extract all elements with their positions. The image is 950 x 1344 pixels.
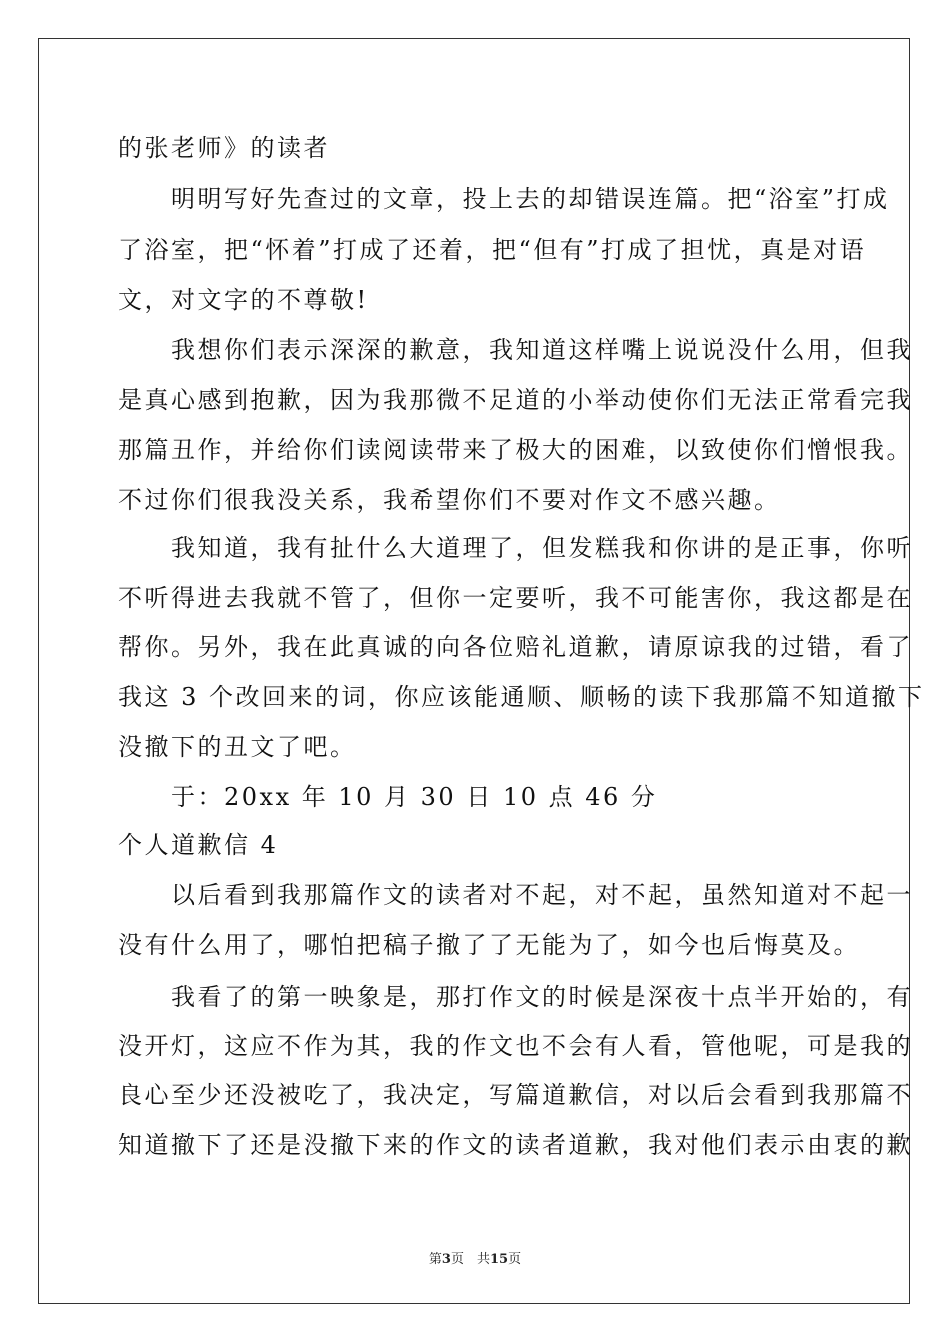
text-line: 不听得进去我就不管了，但你一定要听，我不可能害你，我这都是在 — [118, 584, 913, 612]
text-line: 帮你。另外，我在此真诚的向各位赔礼道歉，请原谅我的过错，看了 — [118, 633, 913, 661]
text-line: 我知道，我有扯什么大道理了，但发糕我和你讲的是正事，你听 — [118, 534, 913, 562]
text-line: 于：20xx 年 10 月 30 日 10 点 46 分 — [118, 783, 658, 811]
page-border — [38, 38, 910, 1304]
text-line: 了浴室，把“怀着”打成了还着，把“但有”打成了担忧，真是对语 — [118, 236, 867, 264]
footer-prefix: 第 — [428, 1252, 442, 1267]
text-line: 知道撤下了还是没撤下来的作文的读者道歉，我对他们表示由衷的歉 — [118, 1131, 913, 1159]
page-footer — [0, 1248, 950, 1267]
footer-suffix: 页 — [508, 1252, 522, 1267]
text-line: 良心至少还没被吃了，我决定，写篇道歉信，对以后会看到我那篇不 — [118, 1081, 913, 1109]
text-line: 我这 3 个改回来的词，你应该能通顺、顺畅的读下我那篇不知道撤下 — [118, 683, 925, 711]
text-line: 我想你们表示深深的歉意，我知道这样嘴上说说没什么用，但我 — [118, 336, 913, 364]
text-line: 没有什么用了，哪怕把稿子撤了了无能为了，如今也后悔莫及。 — [118, 931, 860, 959]
text-line: 我看了的第一映象是，那打作文的时候是深夜十点半开始的，有 — [118, 983, 913, 1011]
footer-mid: 页 共 — [450, 1252, 490, 1267]
text-line: 不过你们很我没关系，我希望你们不要对作文不感兴趣。 — [118, 486, 781, 514]
text-line: 那篇丑作，并给你们读阅读带来了极大的困难，以致使你们憎恨我。 — [118, 436, 913, 464]
text-line: 的张老师》的读者 — [118, 134, 330, 162]
text-line: 文，对文字的不尊敬! — [118, 286, 369, 314]
text-line: 明明写好先查过的文章，投上去的却错误连篇。把“浴室”打成 — [118, 185, 890, 213]
section-heading: 个人道歉信 4 — [118, 831, 279, 859]
footer-page-number: 3 — [441, 1252, 451, 1267]
footer-total-pages: 15 — [489, 1252, 509, 1267]
text-line: 没撤下的丑文了吧。 — [118, 733, 357, 761]
text-line: 以后看到我那篇作文的读者对不起，对不起，虽然知道对不起一 — [118, 881, 913, 909]
text-line: 是真心感到抱歉，因为我那微不足道的小举动使你们无法正常看完我 — [118, 386, 913, 414]
text-line: 没开灯，这应不作为其，我的作文也不会有人看，管他呢，可是我的 — [118, 1032, 913, 1060]
